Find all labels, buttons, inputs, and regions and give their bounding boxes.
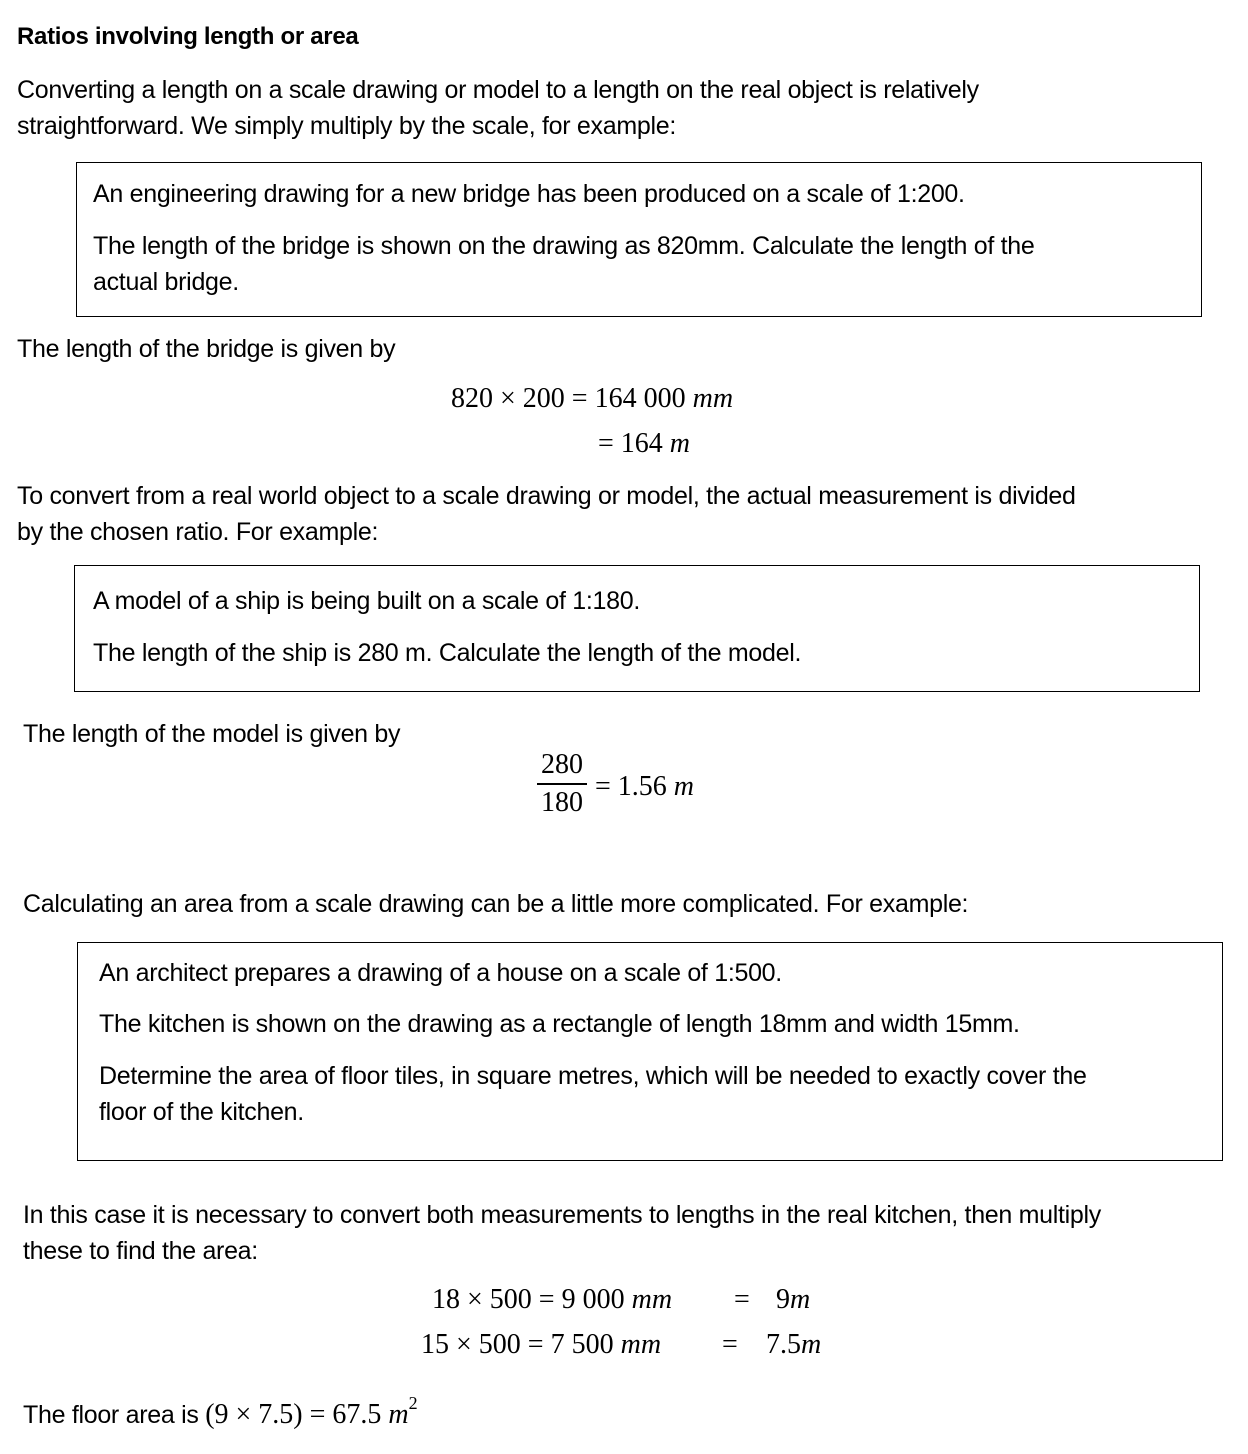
solution3-lead-line-1: In this case it is necessary to convert both measurements to lengths in the real kitchen, then multiply	[23, 1201, 1101, 1229]
floor-area-text: The floor area is	[23, 1401, 206, 1429]
equation-unit: mm	[692, 383, 734, 414]
fraction-numerator: 280	[541, 749, 583, 780]
example1-line-2: The length of the bridge is shown on the drawing as 820mm. Calculate the length of the	[93, 232, 1035, 260]
equation-text: = 1.56	[595, 771, 674, 802]
equation-unit: m	[801, 1329, 822, 1360]
equation-ship-result	[595, 771, 694, 803]
equation-unit: m	[790, 1284, 811, 1315]
fraction-ship	[537, 749, 587, 819]
example2-line-2: The length of the ship is 280 m. Calculate the length of the model.	[93, 639, 802, 667]
example3-line-3: Determine the area of floor tiles, in square metres, which will be needed to exactly cover the	[99, 1062, 1087, 1090]
intro-line-2: straightforward. We simply multiply by the scale, for example:	[17, 112, 676, 140]
fraction-denominator: 180	[541, 787, 583, 818]
example3-line-4: floor of the kitchen.	[99, 1098, 304, 1126]
equation-unit: m	[669, 428, 691, 459]
example3-line-2: The kitchen is shown on the drawing as a rectangle of length 18mm and width 15mm.	[99, 1010, 1020, 1038]
equation-unit: mm	[631, 1284, 673, 1315]
floor-area-result	[23, 1393, 418, 1433]
equation-text: 18 × 500 = 9 000	[432, 1284, 632, 1315]
equation-text: 15 × 500 = 7 500	[421, 1329, 621, 1360]
example-box-ship	[74, 565, 1200, 692]
equation-text: (9 × 7.5) = 67.5	[205, 1399, 389, 1430]
equation-bridge-2	[598, 428, 690, 460]
solution2-lead: The length of the model is given by	[23, 720, 401, 748]
solution3-lead-line-2: these to find the area:	[23, 1237, 258, 1265]
example1-line-3: actual bridge.	[93, 268, 239, 296]
fraction-bar	[537, 783, 587, 785]
equation-bridge-1	[451, 383, 733, 415]
equation-text: 7.5	[766, 1329, 801, 1360]
example-box-kitchen	[77, 942, 1223, 1161]
example1-line-1: An engineering drawing for a new bridge has been produced on a scale of 1:200.	[93, 180, 965, 208]
equation-kitchen-length-value	[776, 1284, 810, 1316]
equation-text: 820 × 200 = 164 000	[451, 383, 693, 414]
equation-kitchen-length-eq: =	[734, 1284, 750, 1315]
para3-line-1: Calculating an area from a scale drawing can be a little more complicated. For example:	[23, 890, 969, 918]
intro-line-1: Converting a length on a scale drawing or model to a length on the real object is relatively	[17, 76, 979, 104]
para2-line-1: To convert from a real world object to a scale drawing or model, the actual measurement is divided	[17, 482, 1076, 510]
example2-line-1: A model of a ship is being built on a scale of 1:180.	[93, 587, 640, 615]
equation-unit: m	[673, 771, 695, 802]
equation-exponent: 2	[408, 1393, 418, 1413]
example-box-bridge	[76, 162, 1202, 317]
example3-line-1: An architect prepares a drawing of a house on a scale of 1:500.	[99, 959, 782, 987]
floor-area-equation	[205, 1393, 418, 1430]
equation-kitchen-width-value	[766, 1329, 821, 1361]
equation-text: 9	[776, 1284, 790, 1315]
page-title: Ratios involving length or area	[17, 23, 359, 50]
para2-line-2: by the chosen ratio. For example:	[17, 518, 379, 546]
equation-kitchen-width	[421, 1329, 661, 1361]
equation-kitchen-length	[432, 1284, 672, 1316]
equation-unit: m	[388, 1399, 409, 1430]
equation-text: = 164	[598, 428, 670, 459]
equation-unit: mm	[620, 1329, 662, 1360]
solution1-lead: The length of the bridge is given by	[17, 335, 396, 363]
equation-kitchen-width-eq: =	[722, 1329, 738, 1360]
